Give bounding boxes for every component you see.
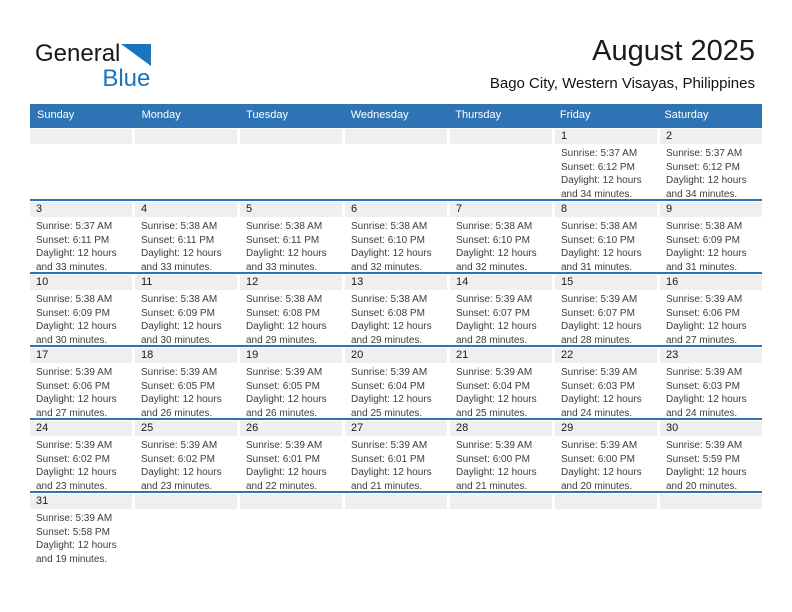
day-number: 14 [456, 276, 469, 288]
day-cell [660, 274, 762, 345]
sunset-text: Sunset: 6:06 PM [36, 380, 110, 392]
day-details [555, 436, 657, 491]
sunset-text: Sunset: 6:10 PM [456, 234, 530, 246]
day-number: 9 [666, 203, 673, 215]
sunset-text: Sunset: 6:01 PM [351, 453, 425, 465]
sunset-text: Sunset: 6:04 PM [456, 380, 530, 392]
daylight-text-line1: Daylight: 12 hours [36, 540, 117, 551]
day-details [240, 290, 342, 345]
sunset-text: Sunset: 6:03 PM [561, 380, 635, 392]
daylight-text-line1: Daylight: 12 hours [246, 321, 327, 332]
daylight-text-line2: and 30 minutes. [36, 334, 108, 345]
sunrise-text: Sunrise: 5:39 AM [141, 440, 218, 451]
day-cell [660, 420, 762, 491]
daylight-text-line2: and 25 minutes. [351, 407, 423, 418]
daylight-text-line1: Daylight: 12 hours [666, 321, 747, 332]
day-cell [660, 201, 762, 272]
daylight-text-line2: and 27 minutes. [666, 334, 738, 345]
daylight-text-line2: and 30 minutes. [141, 334, 213, 345]
weekday-header-sunday: Sunday [37, 109, 75, 121]
day-details [345, 290, 447, 345]
sunrise-text: Sunrise: 5:39 AM [456, 367, 533, 378]
weekday-header-wednesday: Wednesday [350, 109, 409, 121]
daylight-text-line2: and 27 minutes. [36, 407, 108, 418]
daylight-text-line2: and 23 minutes. [36, 480, 108, 491]
day-number: 1 [561, 130, 568, 142]
day-details [345, 436, 447, 491]
week-row [30, 345, 762, 418]
sunrise-text: Sunrise: 5:39 AM [141, 367, 218, 378]
daylight-text-line2: and 24 minutes. [666, 407, 738, 418]
day-number: 24 [36, 422, 49, 434]
page-title: August 2025 [592, 35, 755, 67]
sunset-text: Sunset: 6:09 PM [36, 307, 110, 319]
sunrise-text: Sunrise: 5:39 AM [246, 367, 323, 378]
sunrise-text: Sunrise: 5:39 AM [351, 440, 428, 451]
day-number: 30 [666, 422, 679, 434]
day-details [240, 436, 342, 491]
day-details [135, 363, 237, 418]
sunrise-text: Sunrise: 5:39 AM [666, 367, 743, 378]
sunrise-text: Sunrise: 5:39 AM [561, 367, 638, 378]
day-cell [135, 274, 237, 345]
sunset-text: Sunset: 6:06 PM [666, 307, 740, 319]
day-number-band [450, 348, 552, 363]
sunrise-text: Sunrise: 5:39 AM [246, 440, 323, 451]
day-number-band [135, 421, 237, 436]
daylight-text-line2: and 28 minutes. [456, 334, 528, 345]
day-number-band [30, 202, 132, 217]
day-number-band [345, 202, 447, 217]
day-number-band [240, 275, 342, 290]
daylight-text-line2: and 32 minutes. [456, 261, 528, 272]
logo-word-general: General [35, 40, 121, 67]
weekday-header-row [30, 104, 762, 126]
daylight-text-line1: Daylight: 12 hours [666, 394, 747, 405]
empty-number-band [345, 494, 447, 509]
day-cell [450, 274, 552, 345]
sunrise-text: Sunrise: 5:37 AM [561, 148, 638, 159]
day-cell [30, 347, 132, 418]
day-number: 25 [141, 422, 154, 434]
sunset-text: Sunset: 6:02 PM [141, 453, 215, 465]
daylight-text-line1: Daylight: 12 hours [36, 321, 117, 332]
sunrise-text: Sunrise: 5:38 AM [666, 221, 743, 232]
day-cell [345, 201, 447, 272]
day-details [555, 144, 657, 199]
week-row [30, 491, 762, 564]
sunset-text: Sunset: 6:08 PM [351, 307, 425, 319]
day-number-band [345, 421, 447, 436]
daylight-text-line2: and 32 minutes. [351, 261, 423, 272]
sunset-text: Sunset: 6:05 PM [246, 380, 320, 392]
general-blue-logo [35, 42, 151, 91]
daylight-text-line1: Daylight: 12 hours [351, 467, 432, 478]
daylight-text-line1: Daylight: 12 hours [561, 321, 642, 332]
day-number: 15 [561, 276, 574, 288]
daylight-text-line1: Daylight: 12 hours [456, 394, 537, 405]
empty-number-band [450, 129, 552, 144]
day-number-band [660, 421, 762, 436]
day-number: 8 [561, 203, 568, 215]
day-number-band [30, 494, 132, 509]
sunset-text: Sunset: 6:07 PM [456, 307, 530, 319]
day-cell [240, 420, 342, 491]
day-number-band [450, 421, 552, 436]
day-details [450, 290, 552, 345]
week-row [30, 199, 762, 272]
daylight-text-line1: Daylight: 12 hours [666, 248, 747, 259]
day-number-band [345, 275, 447, 290]
empty-cell [660, 493, 762, 564]
daylight-text-line1: Daylight: 12 hours [351, 248, 432, 259]
daylight-text-line1: Daylight: 12 hours [36, 467, 117, 478]
day-cell [135, 201, 237, 272]
sunrise-text: Sunrise: 5:39 AM [561, 440, 638, 451]
day-details [345, 217, 447, 272]
day-details [555, 217, 657, 272]
day-number-band [555, 129, 657, 144]
day-number: 28 [456, 422, 469, 434]
page-subtitle: Bago City, Western Visayas, Philippines [489, 74, 755, 92]
sunset-text: Sunset: 6:05 PM [141, 380, 215, 392]
day-number-band [660, 275, 762, 290]
sunset-text: Sunset: 6:01 PM [246, 453, 320, 465]
calendar-grid [30, 126, 762, 564]
day-number-band [240, 348, 342, 363]
weekday-header-friday: Friday [559, 109, 591, 121]
empty-cell [555, 493, 657, 564]
daylight-text-line1: Daylight: 12 hours [666, 175, 747, 186]
daylight-text-line2: and 25 minutes. [456, 407, 528, 418]
day-details [555, 290, 657, 345]
daylight-text-line2: and 33 minutes. [246, 261, 318, 272]
daylight-text-line1: Daylight: 12 hours [141, 321, 222, 332]
day-number-band [30, 348, 132, 363]
daylight-text-line2: and 22 minutes. [246, 480, 318, 491]
sunrise-text: Sunrise: 5:38 AM [351, 221, 428, 232]
day-number: 21 [456, 349, 469, 361]
weekday-header-tuesday: Tuesday [246, 109, 288, 121]
day-details [660, 144, 762, 199]
day-number-band [30, 421, 132, 436]
daylight-text-line1: Daylight: 12 hours [141, 248, 222, 259]
day-cell [450, 420, 552, 491]
daylight-text-line1: Daylight: 12 hours [351, 321, 432, 332]
daylight-text-line2: and 31 minutes. [666, 261, 738, 272]
daylight-text-line1: Daylight: 12 hours [561, 175, 642, 186]
calendar-table [30, 104, 762, 564]
day-details [30, 290, 132, 345]
sunrise-text: Sunrise: 5:38 AM [246, 221, 323, 232]
daylight-text-line2: and 21 minutes. [351, 480, 423, 491]
day-number: 22 [561, 349, 574, 361]
empty-number-band [660, 494, 762, 509]
day-cell [450, 201, 552, 272]
daylight-text-line2: and 33 minutes. [36, 261, 108, 272]
day-number-band [345, 348, 447, 363]
sunset-text: Sunset: 6:08 PM [246, 307, 320, 319]
daylight-text-line2: and 28 minutes. [561, 334, 633, 345]
daylight-text-line1: Daylight: 12 hours [561, 394, 642, 405]
day-number: 6 [351, 203, 358, 215]
day-number: 18 [141, 349, 154, 361]
day-number: 17 [36, 349, 49, 361]
day-cell [135, 420, 237, 491]
sunset-text: Sunset: 6:00 PM [456, 453, 530, 465]
daylight-text-line1: Daylight: 12 hours [36, 248, 117, 259]
day-number: 29 [561, 422, 574, 434]
day-cell [240, 201, 342, 272]
day-number: 5 [246, 203, 253, 215]
daylight-text-line2: and 34 minutes. [561, 188, 633, 199]
day-number: 11 [141, 276, 153, 288]
daylight-text-line1: Daylight: 12 hours [351, 394, 432, 405]
day-cell [555, 274, 657, 345]
daylight-text-line2: and 23 minutes. [141, 480, 213, 491]
daylight-text-line2: and 31 minutes. [561, 261, 633, 272]
day-details [240, 363, 342, 418]
empty-number-band [30, 129, 132, 144]
day-details [345, 363, 447, 418]
daylight-text-line1: Daylight: 12 hours [666, 467, 747, 478]
day-cell [30, 493, 132, 564]
sunset-text: Sunset: 6:07 PM [561, 307, 635, 319]
day-number: 19 [246, 349, 259, 361]
sunrise-text: Sunrise: 5:39 AM [351, 367, 428, 378]
week-row [30, 418, 762, 491]
day-cell [555, 128, 657, 199]
day-details [135, 217, 237, 272]
daylight-text-line1: Daylight: 12 hours [36, 394, 117, 405]
day-number: 20 [351, 349, 364, 361]
sunset-text: Sunset: 6:10 PM [561, 234, 635, 246]
day-number: 13 [351, 276, 364, 288]
sunset-text: Sunset: 6:03 PM [666, 380, 740, 392]
day-number-band [135, 348, 237, 363]
weekday-header-monday: Monday [141, 109, 181, 121]
empty-number-band [135, 494, 237, 509]
sunset-text: Sunset: 6:12 PM [561, 161, 635, 173]
day-cell [240, 274, 342, 345]
sunrise-text: Sunrise: 5:39 AM [456, 440, 533, 451]
day-number: 2 [666, 130, 673, 142]
day-cell [660, 347, 762, 418]
day-number: 7 [456, 203, 463, 215]
day-number-band [555, 275, 657, 290]
daylight-text-line2: and 33 minutes. [141, 261, 213, 272]
daylight-text-line2: and 21 minutes. [456, 480, 528, 491]
day-number: 23 [666, 349, 679, 361]
sunrise-text: Sunrise: 5:39 AM [36, 367, 113, 378]
daylight-text-line2: and 24 minutes. [561, 407, 633, 418]
day-number: 12 [246, 276, 259, 288]
empty-cell [345, 493, 447, 564]
sunrise-text: Sunrise: 5:39 AM [666, 440, 743, 451]
daylight-text-line1: Daylight: 12 hours [141, 467, 222, 478]
weekday-header-thursday: Thursday [455, 109, 502, 121]
day-details [30, 509, 132, 564]
daylight-text-line1: Daylight: 12 hours [246, 394, 327, 405]
day-number-band [30, 275, 132, 290]
empty-cell [450, 493, 552, 564]
empty-cell [30, 128, 132, 199]
sunset-text: Sunset: 6:10 PM [351, 234, 425, 246]
sunrise-text: Sunrise: 5:38 AM [141, 294, 218, 305]
day-number-band [660, 129, 762, 144]
empty-cell [135, 493, 237, 564]
daylight-text-line2: and 29 minutes. [351, 334, 423, 345]
daylight-text-line1: Daylight: 12 hours [561, 248, 642, 259]
sunset-text: Sunset: 5:58 PM [36, 526, 110, 538]
day-cell [30, 274, 132, 345]
sunrise-text: Sunrise: 5:38 AM [246, 294, 323, 305]
day-number: 10 [36, 276, 49, 288]
sunset-text: Sunset: 6:04 PM [351, 380, 425, 392]
header-titles [490, 36, 755, 92]
day-number: 27 [351, 422, 364, 434]
empty-number-band [135, 129, 237, 144]
sunset-text: Sunset: 6:11 PM [141, 234, 215, 246]
day-cell [30, 420, 132, 491]
sunrise-text: Sunrise: 5:38 AM [456, 221, 533, 232]
daylight-text-line2: and 19 minutes. [36, 553, 108, 564]
empty-number-band [345, 129, 447, 144]
daylight-text-line2: and 20 minutes. [561, 480, 633, 491]
day-details [135, 290, 237, 345]
day-details [240, 217, 342, 272]
daylight-text-line1: Daylight: 12 hours [456, 248, 537, 259]
day-details [660, 436, 762, 491]
empty-number-band [450, 494, 552, 509]
day-details [450, 363, 552, 418]
day-cell [345, 347, 447, 418]
sunrise-text: Sunrise: 5:37 AM [36, 221, 113, 232]
sunrise-text: Sunrise: 5:39 AM [666, 294, 743, 305]
day-details [30, 217, 132, 272]
daylight-text-line1: Daylight: 12 hours [246, 248, 327, 259]
day-details [660, 217, 762, 272]
daylight-text-line1: Daylight: 12 hours [456, 321, 537, 332]
day-cell [450, 347, 552, 418]
empty-number-band [240, 129, 342, 144]
empty-cell [450, 128, 552, 199]
sunrise-text: Sunrise: 5:38 AM [141, 221, 218, 232]
daylight-text-line2: and 29 minutes. [246, 334, 318, 345]
day-details [30, 436, 132, 491]
daylight-text-line1: Daylight: 12 hours [141, 394, 222, 405]
day-number-band [555, 348, 657, 363]
daylight-text-line2: and 26 minutes. [246, 407, 318, 418]
day-number-band [240, 421, 342, 436]
day-number-band [240, 202, 342, 217]
empty-cell [135, 128, 237, 199]
day-number-band [450, 275, 552, 290]
day-cell [555, 201, 657, 272]
day-number-band [450, 202, 552, 217]
day-details [660, 363, 762, 418]
sunset-text: Sunset: 6:12 PM [666, 161, 740, 173]
logo-word-blue: Blue [102, 65, 151, 92]
sunset-text: Sunset: 6:09 PM [666, 234, 740, 246]
day-cell [555, 347, 657, 418]
sunrise-text: Sunrise: 5:38 AM [561, 221, 638, 232]
sunrise-text: Sunrise: 5:39 AM [36, 440, 113, 451]
day-cell [660, 128, 762, 199]
day-number-band [555, 202, 657, 217]
day-cell [345, 420, 447, 491]
empty-cell [240, 128, 342, 199]
daylight-text-line1: Daylight: 12 hours [246, 467, 327, 478]
sunrise-text: Sunrise: 5:37 AM [666, 148, 743, 159]
sunrise-text: Sunrise: 5:39 AM [36, 513, 113, 524]
week-row [30, 126, 762, 199]
sunrise-text: Sunrise: 5:38 AM [351, 294, 428, 305]
empty-cell [240, 493, 342, 564]
sunrise-text: Sunrise: 5:39 AM [561, 294, 638, 305]
day-number: 3 [36, 203, 43, 215]
day-cell [30, 201, 132, 272]
daylight-text-line2: and 20 minutes. [666, 480, 738, 491]
day-number: 16 [666, 276, 679, 288]
weekday-header-saturday: Saturday [664, 109, 709, 121]
empty-number-band [240, 494, 342, 509]
day-number: 26 [246, 422, 259, 434]
sunset-text: Sunset: 6:11 PM [246, 234, 320, 246]
day-cell [240, 347, 342, 418]
day-cell [555, 420, 657, 491]
day-details [555, 363, 657, 418]
day-details [450, 436, 552, 491]
week-row [30, 272, 762, 345]
daylight-text-line2: and 26 minutes. [141, 407, 213, 418]
sunrise-text: Sunrise: 5:38 AM [36, 294, 113, 305]
sunset-text: Sunset: 6:02 PM [36, 453, 110, 465]
day-cell [345, 274, 447, 345]
empty-cell [345, 128, 447, 199]
day-number-band [135, 202, 237, 217]
day-number-band [660, 348, 762, 363]
day-number: 4 [141, 203, 148, 215]
daylight-text-line1: Daylight: 12 hours [456, 467, 537, 478]
empty-number-band [555, 494, 657, 509]
day-number-band [555, 421, 657, 436]
sunset-text: Sunset: 6:09 PM [141, 307, 215, 319]
day-number-band [135, 275, 237, 290]
day-details [660, 290, 762, 345]
day-details [135, 436, 237, 491]
day-details [30, 363, 132, 418]
day-number-band [660, 202, 762, 217]
day-number: 31 [36, 495, 49, 507]
day-details [450, 217, 552, 272]
daylight-text-line1: Daylight: 12 hours [561, 467, 642, 478]
sunrise-text: Sunrise: 5:39 AM [456, 294, 533, 305]
day-cell [135, 347, 237, 418]
sunset-text: Sunset: 6:11 PM [36, 234, 110, 246]
daylight-text-line2: and 34 minutes. [666, 188, 738, 199]
sunset-text: Sunset: 5:59 PM [666, 453, 740, 465]
sunset-text: Sunset: 6:00 PM [561, 453, 635, 465]
